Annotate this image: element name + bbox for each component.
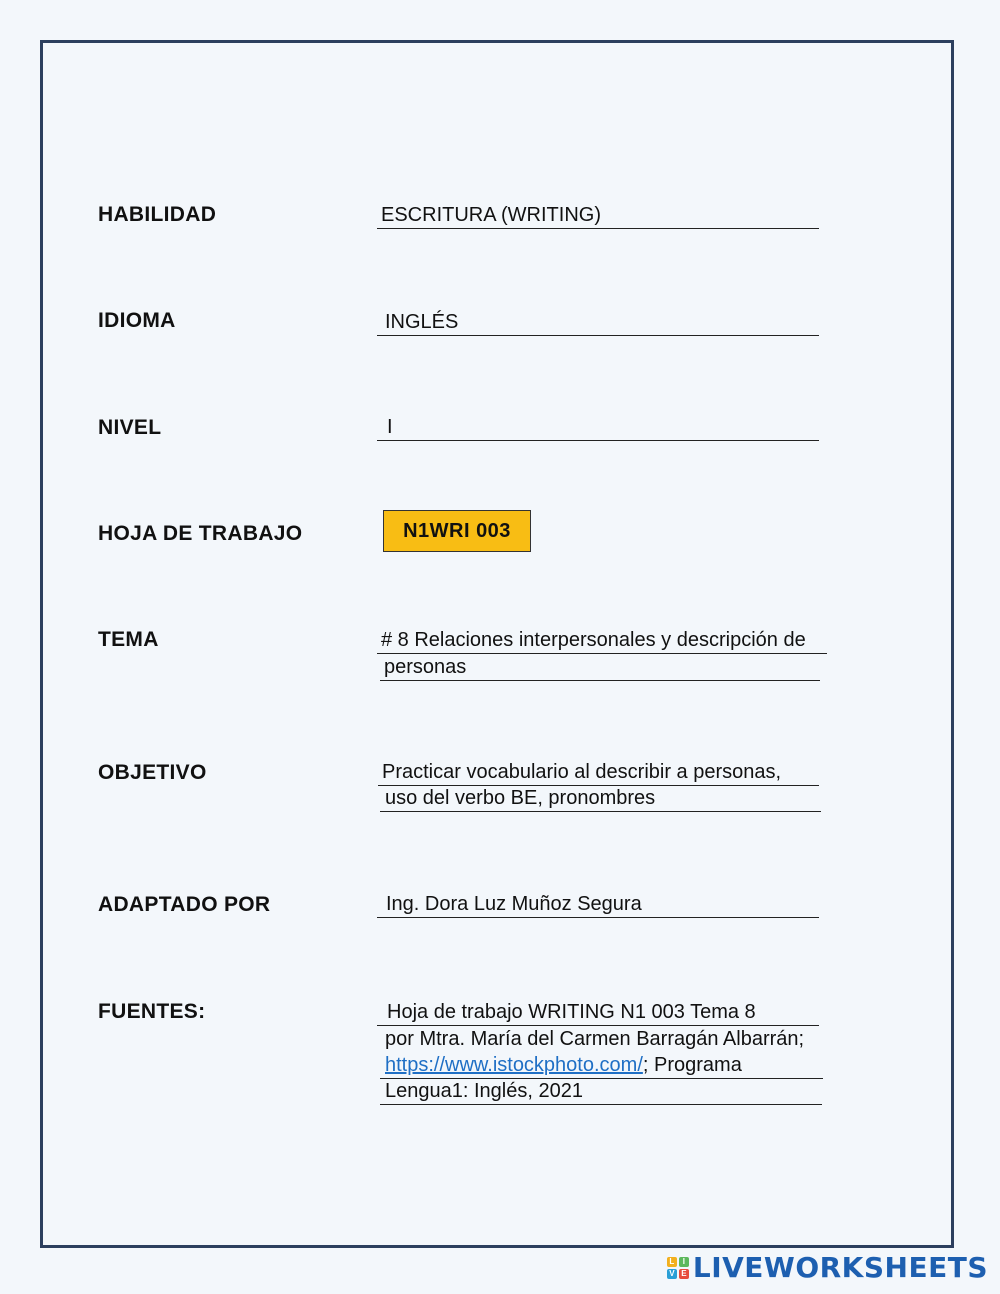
- grid-cell: L: [667, 1257, 677, 1267]
- value-fuentes-line3: [380, 1052, 823, 1079]
- label-fuentes: FUENTES:: [98, 1000, 206, 1023]
- value-fuentes-line4: Lengua1: Inglés, 2021: [380, 1078, 822, 1105]
- grid-cell: I: [679, 1257, 689, 1267]
- value-fuentes-line3-rest: ; Programa: [642, 1054, 742, 1076]
- value-objetivo-line2: uso del verbo BE, pronombres: [380, 785, 821, 812]
- value-fuentes-line1: Hoja de trabajo WRITING N1 003 Tema 8: [377, 999, 819, 1026]
- worksheet-code-badge: N1WRI 003: [383, 510, 531, 552]
- label-nivel: NIVEL: [98, 416, 162, 439]
- liveworksheets-logo: [667, 1251, 988, 1284]
- istockphoto-link[interactable]: https://www.istockphoto.com/: [385, 1054, 643, 1076]
- value-objetivo-line1: Practicar vocabulario al describir a personas,: [378, 759, 819, 786]
- value-tema-line1: # 8 Relaciones interpersonales y descripción de: [377, 627, 827, 654]
- label-hoja-de-trabajo: HOJA DE TRABAJO: [98, 522, 303, 545]
- value-idioma: INGLÉS: [377, 309, 819, 336]
- grid-cell: E: [679, 1269, 689, 1279]
- value-nivel: I: [377, 414, 819, 441]
- liveworksheets-wordmark: LIVEWORKSHEETS: [692, 1251, 988, 1284]
- liveworksheets-grid-icon: [667, 1257, 689, 1279]
- label-habilidad: HABILIDAD: [98, 203, 217, 226]
- value-tema-line2: personas: [380, 654, 820, 681]
- value-fuentes-line2: por Mtra. María del Carmen Barragán Albarrán;: [385, 1028, 805, 1050]
- value-adaptado-por: Ing. Dora Luz Muñoz Segura: [377, 891, 819, 918]
- label-idioma: IDIOMA: [98, 309, 176, 332]
- label-adaptado-por: ADAPTADO POR: [98, 893, 271, 916]
- label-objetivo: OBJETIVO: [98, 761, 207, 784]
- grid-cell: V: [667, 1269, 677, 1279]
- value-habilidad: ESCRITURA (WRITING): [377, 202, 819, 229]
- label-tema: TEMA: [98, 628, 159, 651]
